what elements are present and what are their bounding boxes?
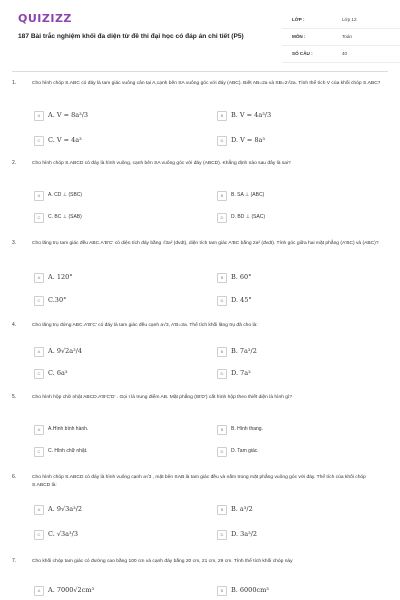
option-key: A (34, 273, 44, 283)
question-text: Cho hình hộp chữ nhật ABCD.A'B'C'D' . Gọi I là trung điểm AB. Mặt phẳng (IB'D') cắt hình hộp theo thiết diện là hình gì? (32, 395, 293, 400)
option-key: C (34, 530, 44, 540)
meta-value: Toán (342, 34, 352, 39)
option-text: B. V = 4a³/3 (231, 111, 272, 119)
option-c[interactable] (34, 135, 199, 147)
question-text: Cho khối chóp tam giác có đường cao bằng 100 cm và cạnh đáy bằng 20 cm, 21 cm, 29 cm. Tính thể tích khối chóp này (32, 559, 293, 564)
option-text: A. 7000√2cm³ (48, 586, 95, 594)
option-text: A.Hình bình hành. (48, 426, 89, 432)
option-d[interactable] (217, 446, 382, 458)
option-key: B (217, 273, 227, 283)
question-number: 3. (12, 240, 17, 246)
option-text: C. BC ⊥ (SAB) (48, 214, 82, 220)
option-key: B (217, 347, 227, 357)
option-key: D (217, 213, 227, 223)
quizizz-logo: QUIZIZZ (18, 12, 72, 25)
option-text: A. CD ⊥ (SBC) (48, 192, 83, 198)
option-key: B (217, 586, 227, 596)
meta-row-count (282, 46, 400, 63)
option-key: C (34, 296, 44, 306)
option-b[interactable] (217, 110, 382, 122)
option-text: A. V = 8a³/3 (48, 111, 89, 119)
option-text: B. SA ⊥ (ABC) (231, 192, 265, 198)
option-key: A (34, 586, 44, 596)
header-divider (12, 71, 388, 72)
option-c[interactable] (34, 368, 199, 380)
option-key: C (34, 369, 44, 379)
meta-value: 40 (342, 51, 348, 56)
option-text: D. 3a³/2 (231, 530, 258, 538)
option-a[interactable] (34, 110, 199, 122)
option-b[interactable] (217, 272, 382, 284)
option-key: D (217, 296, 227, 306)
option-text: A. 9√2a³/4 (48, 347, 83, 355)
option-b[interactable] (217, 585, 382, 597)
question-number: 1. (12, 80, 17, 86)
option-key: A (34, 505, 44, 515)
option-b[interactable] (217, 504, 382, 516)
option-text: C. Hình chữ nhật. (48, 448, 88, 454)
option-text: D. 45° (231, 296, 252, 304)
meta-row-subject (282, 29, 400, 46)
option-text: C. √3a³/3 (48, 530, 78, 538)
option-c[interactable] (34, 295, 199, 307)
meta-label: LỚP : (292, 17, 305, 22)
option-d[interactable] (217, 212, 382, 224)
option-d[interactable] (217, 368, 382, 380)
option-b[interactable] (217, 424, 382, 436)
option-key: A (34, 425, 44, 435)
option-a[interactable] (34, 424, 199, 436)
option-text: D. Tam giác. (231, 448, 259, 454)
option-c[interactable] (34, 446, 199, 458)
option-a[interactable] (34, 346, 199, 358)
question-number: 7. (12, 558, 17, 564)
option-key: D (217, 447, 227, 457)
question-text: Cho lăng trụ đứng ABC.A'B'C' có đáy là tam giác đều cạnh a√3, A'B=3a. Thể tích khối lăng trụ đã cho là: (32, 323, 258, 328)
meta-label: SỐ CÂU : (292, 51, 313, 56)
option-text: C.30° (48, 296, 67, 304)
option-a[interactable] (34, 272, 199, 284)
option-a[interactable] (34, 190, 199, 202)
question-number: 6. (12, 474, 17, 480)
worksheet-title: 187 Bài trắc nghiệm khối đa diện từ đề thi đại học có đáp án chi tiết (P5) (18, 33, 244, 40)
option-text: A. 120° (48, 273, 73, 281)
option-key: C (34, 136, 44, 146)
option-a[interactable] (34, 504, 199, 516)
option-key: B (217, 191, 227, 201)
option-c[interactable] (34, 212, 199, 224)
option-key: C (34, 213, 44, 223)
option-d[interactable] (217, 295, 382, 307)
option-key: D (217, 369, 227, 379)
option-text: B. Hình thang. (231, 426, 263, 432)
option-text: C. V = 4a³ (48, 136, 82, 144)
option-text: D. V = 8a³ (231, 136, 266, 144)
option-text: B. 60° (231, 273, 252, 281)
question-number: 5. (12, 394, 17, 400)
option-d[interactable] (217, 529, 382, 541)
option-text: D. BD ⊥ (SAC) (231, 214, 266, 220)
option-text: B. 6000cm³ (231, 586, 269, 594)
option-key: A (34, 191, 44, 201)
option-key: A (34, 111, 44, 121)
meta-label: MÔN : (292, 34, 306, 39)
option-key: B (217, 111, 227, 121)
option-key: A (34, 347, 44, 357)
option-text: B. 7a³/2 (231, 347, 257, 355)
question-text: Cho hình chóp S.ABCD có đáy là hình vuông cạnh a√3 , mặt bên SAB là tam giác đều và nằm trong mặt phẳng vuông góc với đáy. Thể tích của khối chóp S.ABCD là: (32, 475, 366, 488)
option-d[interactable] (217, 135, 382, 147)
meta-value: Lớp 12 (342, 17, 357, 22)
meta-row-class (282, 12, 400, 29)
option-b[interactable] (217, 190, 382, 202)
option-text: A. 9√3a³/2 (48, 505, 83, 513)
option-key: B (217, 425, 227, 435)
worksheet-header (0, 0, 400, 66)
question-number: 4. (12, 322, 17, 328)
option-c[interactable] (34, 529, 199, 541)
option-key: C (34, 447, 44, 457)
question-text: Cho hình chóp S.ABC có đáy là tam giác vuông cân tại A,cạnh bên SA vuông góc với đáy (ABC). Biết AB=2a và SB=2√2a. Tính thể tích V của khối chóp S.ABC? (32, 81, 381, 86)
option-b[interactable] (217, 346, 382, 358)
option-text: C. 6a³ (48, 369, 68, 377)
option-a[interactable] (34, 585, 199, 597)
option-key: D (217, 530, 227, 540)
option-key: B (217, 505, 227, 515)
option-text: D. 7a³ (231, 369, 251, 377)
question-text: Cho lăng trụ tam giác đều ABC.A'B'C' có diện tích đáy bằng √3a² (đvdt), diện tích tam giác A'BC bằng 2a² (đvdt). Tính góc giữa hai mặt phẳng (A'BC) và (ABC)? (32, 241, 379, 246)
option-text: B. a³/2 (231, 505, 253, 513)
question-number: 2. (12, 160, 17, 166)
worksheet-meta (282, 12, 400, 63)
question-text: Cho hình chóp S.ABCD có đáy là hình vuông, cạnh bên SA vuông góc với đáy (ABCD). Khẳng định nào sau đây là sai? (32, 161, 291, 166)
option-key: D (217, 136, 227, 146)
